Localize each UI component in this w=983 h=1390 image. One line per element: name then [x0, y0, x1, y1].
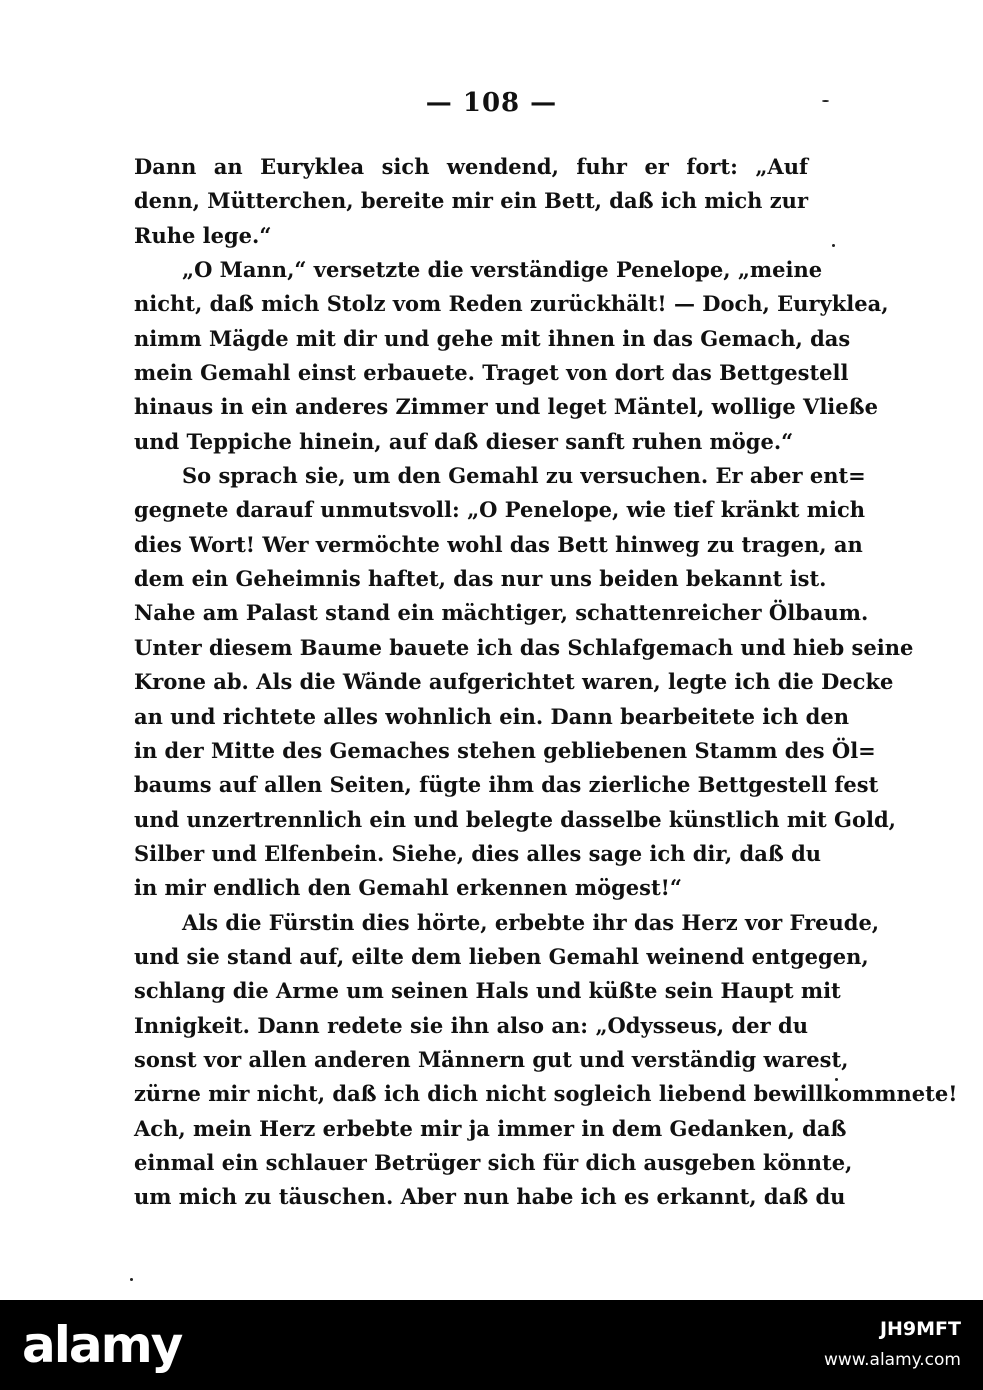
text-line: hinaus in ein anderes Zimmer und leget Mäntel, wollige Vließe — [134, 394, 878, 420]
scan-speck — [130, 1278, 133, 1281]
page-number: — 108 — — [425, 88, 558, 118]
text-line: nicht, daß mich Stolz vom Reden zurückhält! — Doch, Euryklea, — [134, 291, 889, 317]
text-line: in mir endlich den Gemahl erkennen mögest!“ — [134, 875, 682, 901]
text-line: Krone ab. Als die Wände aufgerichtet waren, legte ich die Decke — [134, 669, 894, 695]
text-line: zürne mir nicht, daß ich dich nicht sogleich liebend bewillkommnete! — [134, 1081, 958, 1107]
text-line: einmal ein schlauer Betrüger sich für dich ausgeben könnte, — [134, 1149, 853, 1175]
text-line: schlang die Arme um seinen Hals und küßte sein Haupt mit — [134, 978, 841, 1004]
text-line: Als die Fürstin dies hörte, erbebte ihr das Herz vor Freude, — [182, 909, 880, 935]
text-line: dem ein Geheimnis haftet, das nur uns beiden bekannt ist. — [134, 566, 827, 592]
body-text — [134, 150, 958, 1215]
scan-speck — [832, 244, 835, 247]
alamy-logo: alamy — [22, 1316, 182, 1374]
text-line: und Teppiche hinein, auf daß dieser sanft ruhen möge.“ — [134, 428, 794, 454]
text-line: Ruhe lege.“ — [134, 222, 272, 248]
text-line: nimm Mägde mit dir und gehe mit ihnen in das Gemach, das — [134, 325, 851, 351]
text-line: gegnete darauf unmutsvoll: „O Penelope, wie tief kränkt mich — [134, 497, 866, 523]
text-line: an und richtete alles wohnlich ein. Dann bearbeitete ich den — [134, 703, 849, 729]
image-code: JH9MFT — [879, 1318, 961, 1340]
text-line: „O Mann,“ versetzte die verständige Penelope, „meine — [182, 257, 823, 283]
scan-speck — [822, 100, 829, 102]
text-line: um mich zu täuschen. Aber nun habe ich es erkannt, daß du — [134, 1184, 846, 1210]
site-url: www.alamy.com — [823, 1350, 961, 1370]
watermark-banner — [0, 1300, 983, 1390]
text-line: in der Mitte des Gemaches stehen gebliebenen Stamm des Öl= — [134, 737, 876, 763]
text-line: mein Gemahl einst erbauete. Traget von dort das Bettgestell — [134, 360, 849, 386]
text-line: und sie stand auf, eilte dem lieben Gemahl weinend entgegen, — [134, 943, 869, 969]
scan-speck — [835, 1078, 838, 1081]
text-line: Dann an Euryklea sich wendend, fuhr er fort: „Auf — [134, 154, 808, 179]
text-line: Ach, mein Herz erbebte mir ja immer in dem Gedanken, daß — [134, 1115, 847, 1141]
text-line: denn, Mütterchen, bereite mir ein Bett, daß ich mich zur — [134, 188, 809, 214]
text-line: So sprach sie, um den Gemahl zu versuchen. Er aber ent= — [182, 463, 866, 489]
text-line: baums auf allen Seiten, fügte ihm das zierliche Bettgestell fest — [134, 772, 879, 798]
text-line: Unter diesem Baume bauete ich das Schlafgemach und hieb seine — [134, 634, 914, 660]
text-line: Nahe am Palast stand ein mächtiger, schattenreicher Ölbaum. — [134, 600, 869, 626]
text-line: Silber und Elfenbein. Siehe, dies alles sage ich dir, daß du — [134, 840, 822, 866]
text-line: sonst vor allen anderen Männern gut und verständig warest, — [134, 1046, 849, 1072]
text-line: und unzertrennlich ein und belegte dasselbe künstlich mit Gold, — [134, 806, 896, 832]
text-line: dies Wort! Wer vermöchte wohl das Bett hinweg zu tragen, an — [134, 531, 863, 557]
text-line: Innigkeit. Dann redete sie ihn also an: „Odysseus, der du — [134, 1012, 808, 1038]
